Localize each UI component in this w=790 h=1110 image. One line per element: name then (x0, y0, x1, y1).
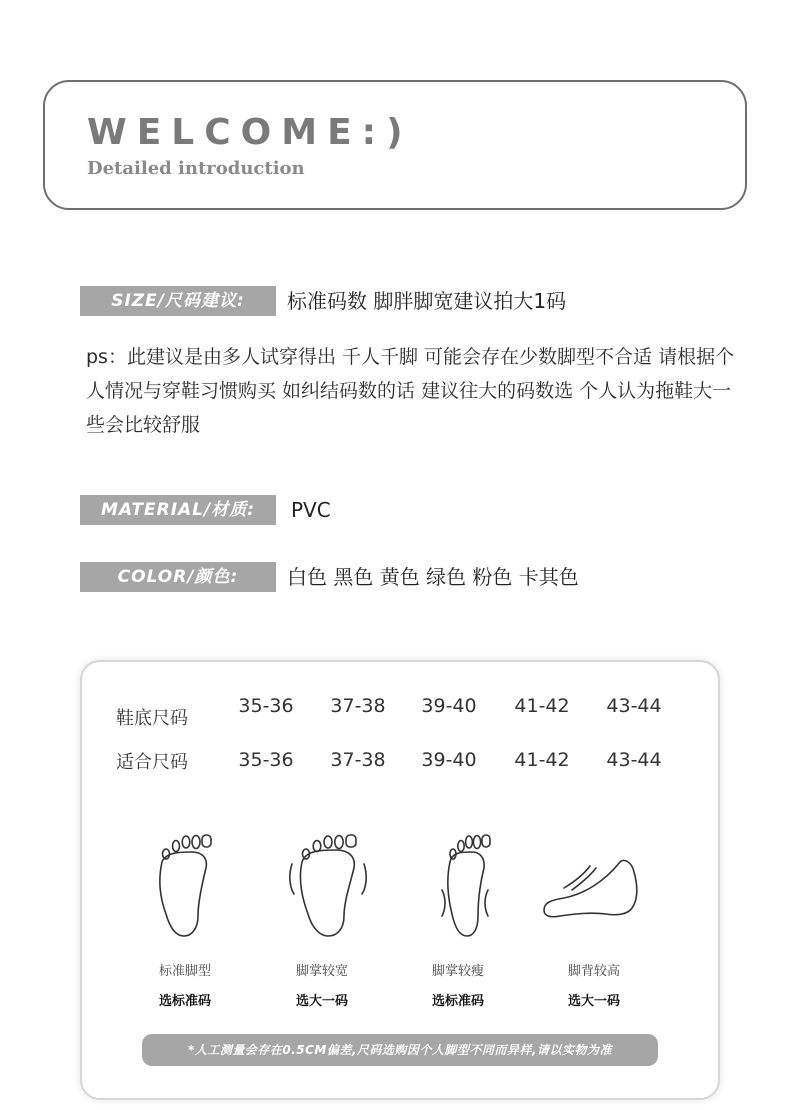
foot-type-label: 脚掌较瘦 (431, 964, 484, 979)
size-value: 标准码数 脚胖脚宽建议拍大1码 (287, 289, 567, 313)
foot-type-advice: 选大一码 (567, 994, 620, 1009)
fit-size-cell: 37-38 (330, 749, 386, 771)
row-label-sole-size: 鞋底尺码 (116, 708, 188, 729)
sole-size-cell: 35-36 (238, 695, 294, 717)
fit-size-cell: 43-44 (606, 749, 662, 771)
foot-type-label: 脚背较高 (567, 964, 620, 979)
sole-size-cell: 39-40 (421, 695, 477, 717)
fit-size-cell: 41-42 (514, 749, 570, 771)
welcome-title: WELCOME:) (87, 112, 413, 153)
wide-foot-icon (284, 832, 374, 942)
welcome-box (43, 80, 747, 210)
material-value: PVC (291, 498, 331, 522)
fit-size-cell: 35-36 (238, 749, 294, 771)
row-label-fit-size: 适合尺码 (116, 752, 188, 773)
sole-size-cell: 43-44 (606, 695, 662, 717)
fit-size-cell: 39-40 (421, 749, 477, 771)
color-label: COLOR/颜色: (80, 562, 276, 592)
narrow-foot-icon (422, 832, 512, 942)
size-note: ps：此建议是由多人试穿得出 千人千脚 可能会存在少数脚型不合适 请根据个人情况与穿鞋习惯购买 如纠结码数的话 建议往大的码数选 个人认为拖鞋大一些会比较舒服 (86, 346, 735, 436)
foot-type-label: 标准脚型 (158, 964, 211, 979)
standard-foot-icon (140, 832, 230, 942)
size-label: SIZE/尺码建议: (80, 286, 276, 316)
material-label: MATERIAL/材质: (80, 495, 276, 525)
sole-size-cell: 41-42 (514, 695, 570, 717)
welcome-subtitle: Detailed introduction (87, 158, 305, 179)
high-instep-foot-icon (534, 832, 654, 942)
foot-type-advice: 选标准码 (158, 994, 211, 1009)
color-value: 白色 黑色 黄色 绿色 粉色 卡其色 (287, 565, 579, 589)
measurement-disclaimer: *人工测量会存在0.5CM偏差,尺码选购因个人脚型不同而异样,请以实物为准 (142, 1034, 658, 1066)
size-chart-card (80, 660, 720, 1100)
sole-size-cell: 37-38 (330, 695, 386, 717)
foot-type-advice: 选大一码 (295, 994, 348, 1009)
foot-type-label: 脚掌较宽 (295, 964, 348, 979)
foot-type-advice: 选标准码 (431, 994, 484, 1009)
